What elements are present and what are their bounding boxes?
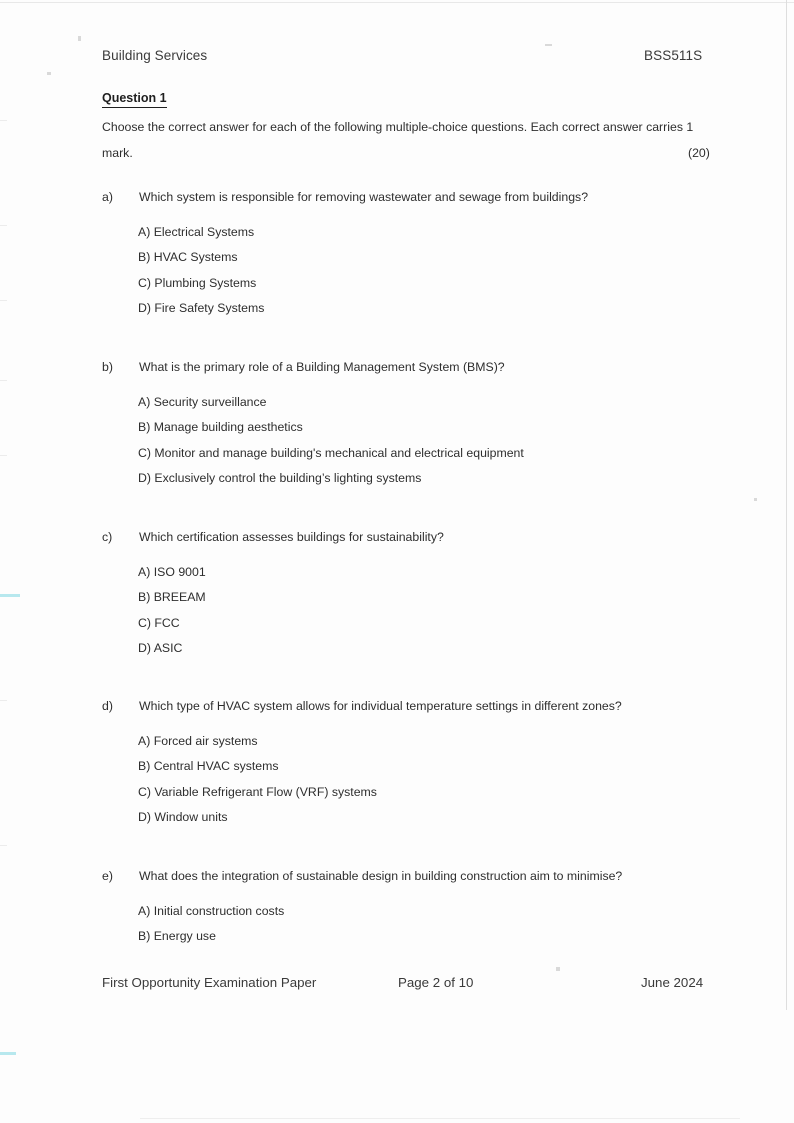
option-a[interactable]: A) Electrical Systems xyxy=(138,225,255,239)
question-text: Which certification assesses buildings for sustainability? xyxy=(139,530,444,544)
option-a[interactable]: A) Initial construction costs xyxy=(138,904,285,918)
question-text: Which system is responsible for removing wastewater and sewage from buildings? xyxy=(139,190,589,204)
question-text: Which type of HVAC system allows for individual temperature settings in different zones? xyxy=(139,699,622,713)
option-c[interactable]: C) Monitor and manage building's mechanical and electrical equipment xyxy=(138,446,524,460)
option-c[interactable]: C) FCC xyxy=(138,616,180,630)
option-a[interactable]: A) ISO 9001 xyxy=(138,565,206,579)
question-text: What does the integration of sustainable design in building construction aim to minimise? xyxy=(139,869,623,883)
option-d[interactable]: D) Fire Safety Systems xyxy=(138,301,265,315)
option-b[interactable]: B) HVAC Systems xyxy=(138,250,238,264)
question-text: What is the primary role of a Building Management System (BMS)? xyxy=(139,360,505,374)
header-course-code: BSS511S xyxy=(644,48,703,63)
option-b[interactable]: B) Central HVAC systems xyxy=(138,759,279,773)
option-b[interactable]: B) Energy use xyxy=(138,929,216,943)
option-b[interactable]: B) Manage building aesthetics xyxy=(138,420,303,434)
option-d[interactable]: D) ASIC xyxy=(138,641,183,655)
option-c[interactable]: C) Plumbing Systems xyxy=(138,276,257,290)
instructions-line-1: Choose the correct answer for each of the following multiple-choice questions. Each correct answer carries 1 xyxy=(102,120,694,134)
question-letter: b) xyxy=(102,360,113,374)
question-letter: d) xyxy=(102,699,113,713)
option-d[interactable]: D) Exclusively control the building’s lighting systems xyxy=(138,471,422,485)
footer-paper-name: First Opportunity Examination Paper xyxy=(102,975,317,990)
question-letter: a) xyxy=(102,190,113,204)
footer-date: June 2024 xyxy=(641,975,704,990)
option-b[interactable]: B) BREEAM xyxy=(138,590,206,604)
header-subject: Building Services xyxy=(102,48,208,63)
option-a[interactable]: A) Security surveillance xyxy=(138,395,267,409)
question-letter: c) xyxy=(102,530,113,544)
marks-allocation: (20) xyxy=(688,146,710,160)
option-c[interactable]: C) Variable Refrigerant Flow (VRF) systems xyxy=(138,785,377,799)
option-d[interactable]: D) Window units xyxy=(138,810,228,824)
footer-page-number: Page 2 of 10 xyxy=(398,975,474,990)
instructions-line-2: mark. xyxy=(102,146,133,160)
question-heading: Question 1 xyxy=(102,92,167,108)
option-a[interactable]: A) Forced air systems xyxy=(138,734,258,748)
question-letter: e) xyxy=(102,869,113,883)
